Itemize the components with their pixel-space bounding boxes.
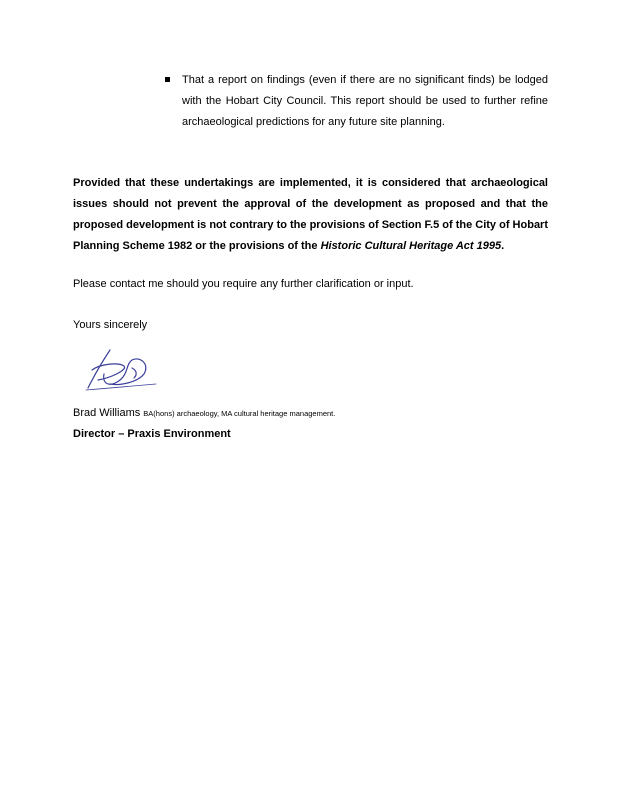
conclusion-end: . (501, 240, 505, 252)
closing-salutation: Yours sincerely (73, 319, 148, 331)
signature-image (80, 344, 160, 394)
signatory-credentials: BA(hons) archaeology, MA cultural heritage management. (143, 409, 336, 418)
conclusion-text: Provided that these undertakings are implemented, it is considered that archaeological issues should not prevent the approval of the development as proposed and that the proposed development is not contrary to the provisions of Section F.5 of the City of Hobart Planning Scheme 1982 or the provisions of the (73, 177, 548, 252)
signatory (73, 405, 335, 422)
bullet-square-icon (165, 77, 170, 82)
signatory-name: Brad Williams (73, 407, 141, 419)
signatory-role: Director – Praxis Environment (73, 428, 231, 440)
bullet-item: That a report on findings (even if there are no significant finds) be lodged with the Hobart City Council. This report should be used to further refine archaeological predictions for any future site planning. (182, 74, 548, 128)
contact-paragraph: Please contact me should you require any further clarification or input. (73, 278, 414, 290)
act-title: Historic Cultural Heritage Act 1995 (320, 240, 502, 252)
conclusion-paragraph (73, 173, 548, 257)
